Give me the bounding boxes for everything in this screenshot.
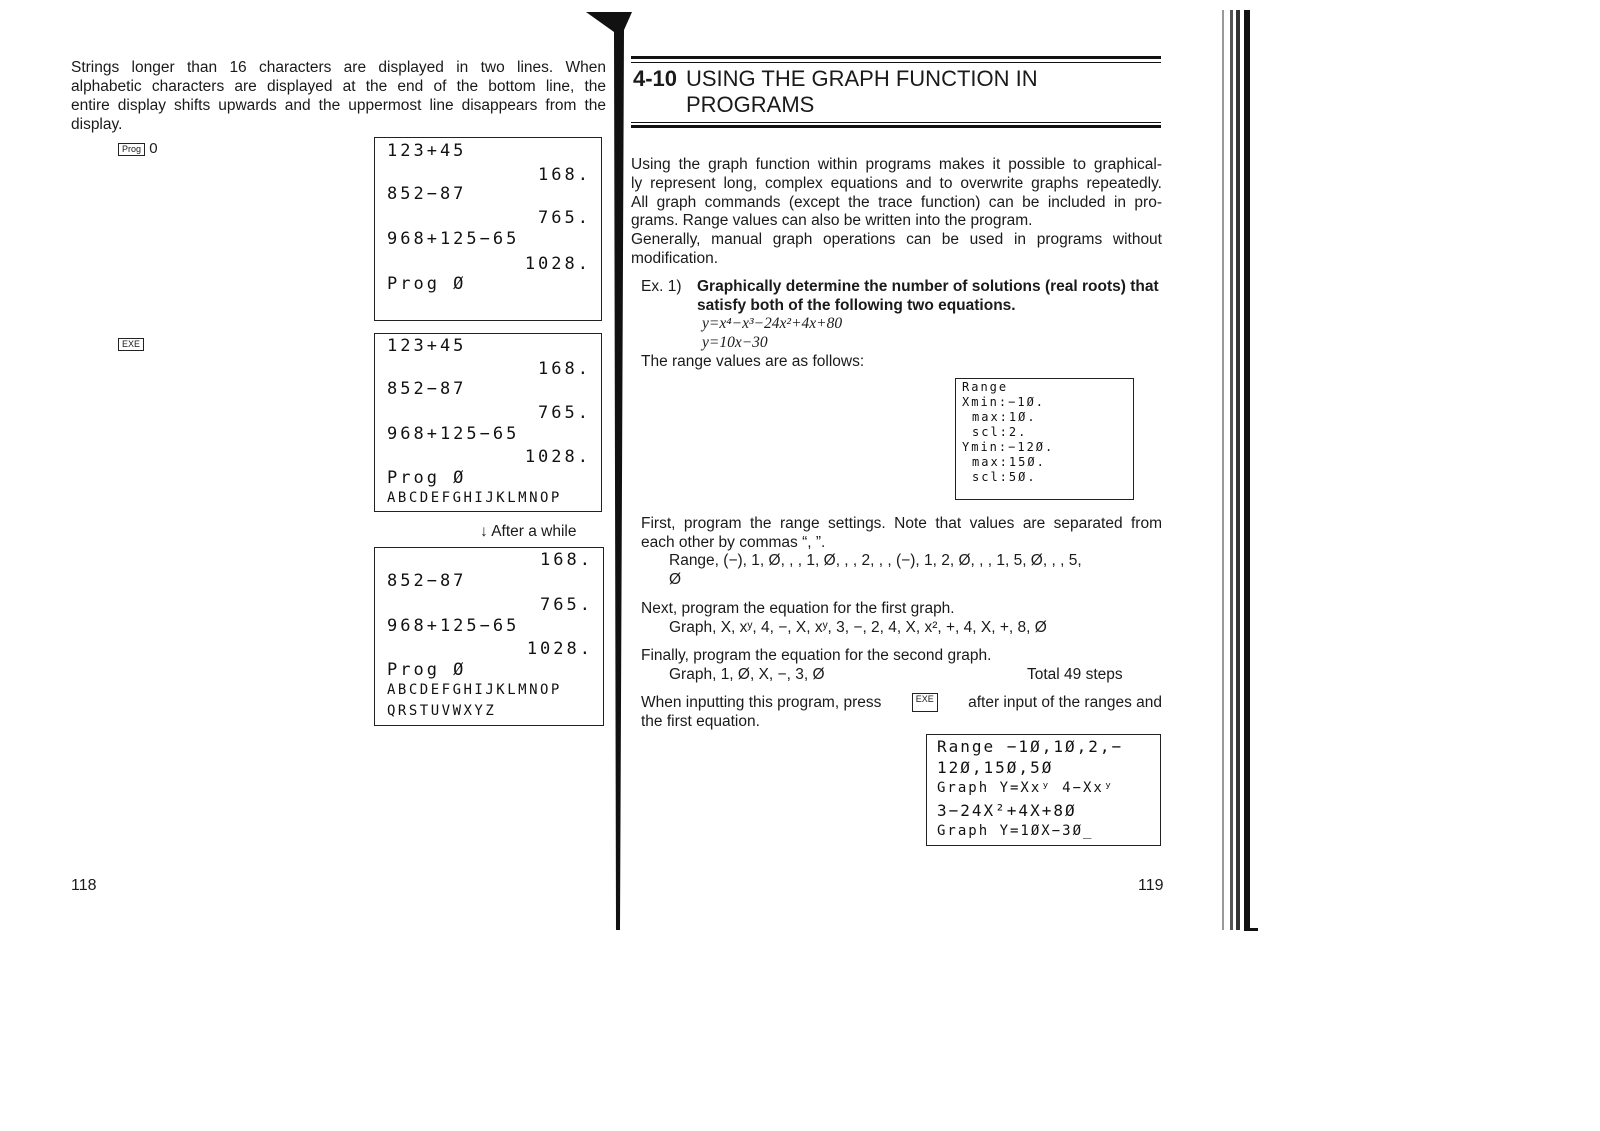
program-line: 12Ø,15Ø,5Ø (937, 758, 1054, 777)
range-line: max:1Ø. (972, 410, 1037, 424)
program-line: 3−24X²+4X+8Ø (937, 801, 1077, 820)
after-a-while-label: ↓ After a while (480, 523, 577, 540)
exe-key: EXE (912, 693, 938, 712)
screen-line: ABCDEFGHIJKLMNOP (387, 682, 562, 698)
body-line: ly represent long, complex equations and to overwrite graphs repeatedly. (631, 174, 1162, 192)
example-line: satisfy both of the following two equations. (697, 297, 1016, 314)
first-paragraph (641, 514, 1162, 552)
body-line: Generally, manual graph operations can be used in programs without (631, 231, 1162, 249)
inputting-line (641, 693, 1162, 712)
intro-paragraph (71, 58, 606, 134)
screen-line: Prog Ø (387, 660, 467, 680)
inputting-paragraph (641, 693, 1162, 731)
calculator-screen-2 (374, 333, 602, 512)
title-line: PROGRAMS (686, 92, 815, 117)
screen-line: 1028. (526, 639, 593, 659)
program-line: Range −1Ø,1Ø,2,− (937, 737, 1124, 756)
screen-line: 1028. (524, 447, 591, 467)
exe-key-step (118, 336, 144, 354)
screen-line: 852−87 (387, 571, 467, 591)
screen-line: 123+45 (387, 336, 467, 356)
program-line: Graph Y=Xxʸ 4−Xxʸ (937, 780, 1115, 796)
range-line: Ymin:−12Ø. (962, 440, 1055, 454)
screen-line: Prog Ø (387, 274, 467, 294)
example-label: Ex. 1) (641, 278, 682, 295)
screen-line: 968+125−65 (387, 229, 520, 249)
intro-line: Strings longer than 16 characters are displayed in two lines. When (71, 59, 606, 76)
screen-line: 168. (540, 550, 593, 570)
exe-key: EXE (118, 338, 144, 351)
section-number: 4-10 (633, 66, 678, 91)
range-screen (955, 378, 1134, 500)
title-line: USING THE GRAPH FUNCTION IN (686, 66, 1038, 91)
title-rule-top-thin (631, 62, 1161, 63)
screen-line: 123+45 (387, 141, 467, 161)
range-line: scl:5Ø. (972, 470, 1037, 484)
range-line: scl:2. (972, 425, 1028, 439)
program-line: Graph Y=1ØX−3Ø_ (937, 823, 1094, 839)
total-steps: Total 49 steps (1027, 666, 1123, 683)
screen-line: 852−87 (387, 184, 467, 204)
page-number: 118 (71, 877, 97, 894)
screen-line: 168. (538, 359, 591, 379)
intro-line: alphabetic characters are displayed at the end of the bottom line, the (71, 78, 606, 95)
screen-line: 168. (538, 165, 591, 185)
page-edge (1222, 10, 1252, 930)
body-line: grams. Range values can also be written into the program. (631, 212, 1033, 230)
prog-key: Prog (118, 143, 145, 156)
prog-value: 0 (149, 140, 158, 157)
range-line: max:15Ø. (972, 455, 1046, 469)
section-title (686, 66, 1038, 118)
first-line: each other by commas “, ”. (641, 534, 826, 551)
screen-line: 765. (538, 403, 591, 423)
key-sequence-line: Range, (−), 1, Ø, , , 1, Ø, , , 2, , , (−), 1, 2, Ø, , , 1, 5, Ø, , , 5, (669, 552, 1082, 569)
body-line: All graph commands (except the trace function) can be included in pro- (631, 193, 1162, 211)
screen-line: 1028. (524, 254, 591, 274)
first-line: First, program the range settings. Note that values are separated from (641, 515, 1162, 532)
title-rule-top (631, 56, 1161, 59)
equation-2: y=10x−30 (702, 334, 768, 351)
range-key-sequence (669, 551, 1162, 589)
range-line: Xmin:−1Ø. (962, 395, 1046, 409)
inputting-line: the first equation. (641, 713, 760, 730)
inputting-text: When inputting this program, press (641, 694, 882, 711)
prog-key-step (118, 140, 158, 157)
example-line: Graphically determine the number of solutions (real roots) that (697, 278, 1159, 295)
screen-line: 968+125−65 (387, 424, 520, 444)
screen-line: QRSTUVWXYZ (387, 703, 497, 719)
body-line: Using the graph function within programs makes it possible to graphical- (631, 156, 1162, 173)
screen-line: 968+125−65 (387, 616, 520, 636)
key-sequence-line: Ø (669, 571, 682, 588)
range-intro: The range values are as follows: (641, 353, 865, 370)
screen-line: 852−87 (387, 379, 467, 399)
body-line: modification. (631, 249, 719, 267)
title-rule-bottom-thin (631, 122, 1161, 123)
intro-body (631, 156, 1162, 269)
range-line: Range (962, 380, 1009, 394)
inputting-text: after input of the ranges and (968, 694, 1162, 711)
title-rule-bottom (631, 125, 1161, 128)
calculator-screen-3 (374, 547, 604, 726)
intro-line: display. (71, 116, 123, 133)
screen-line: 765. (538, 208, 591, 228)
screen-line: Prog Ø (387, 468, 467, 488)
equation-1: y=x⁴−x³−24x²+4x+80 (702, 315, 843, 332)
next-line: Next, program the equation for the first graph. (641, 600, 955, 617)
calculator-screen-1 (374, 137, 602, 321)
program-screen (926, 734, 1161, 846)
graph2-key-sequence: Graph, 1, Ø, X, −, 3, Ø (669, 666, 825, 683)
screen-line: ABCDEFGHIJKLMNOP (387, 490, 562, 506)
screen-line: 765. (540, 595, 593, 615)
book-gutter (580, 8, 640, 938)
example-question (697, 277, 1162, 315)
intro-line: entire display shifts upwards and the uppermost line disappears from the (71, 97, 606, 114)
finally-line: Finally, program the equation for the second graph. (641, 647, 992, 664)
page-number: 119 (1138, 877, 1164, 894)
graph1-key-sequence: Graph, X, xʸ, 4, −, X, xʸ, 3, −, 2, 4, X, x², +, 4, X, +, 8, Ø (669, 619, 1047, 636)
